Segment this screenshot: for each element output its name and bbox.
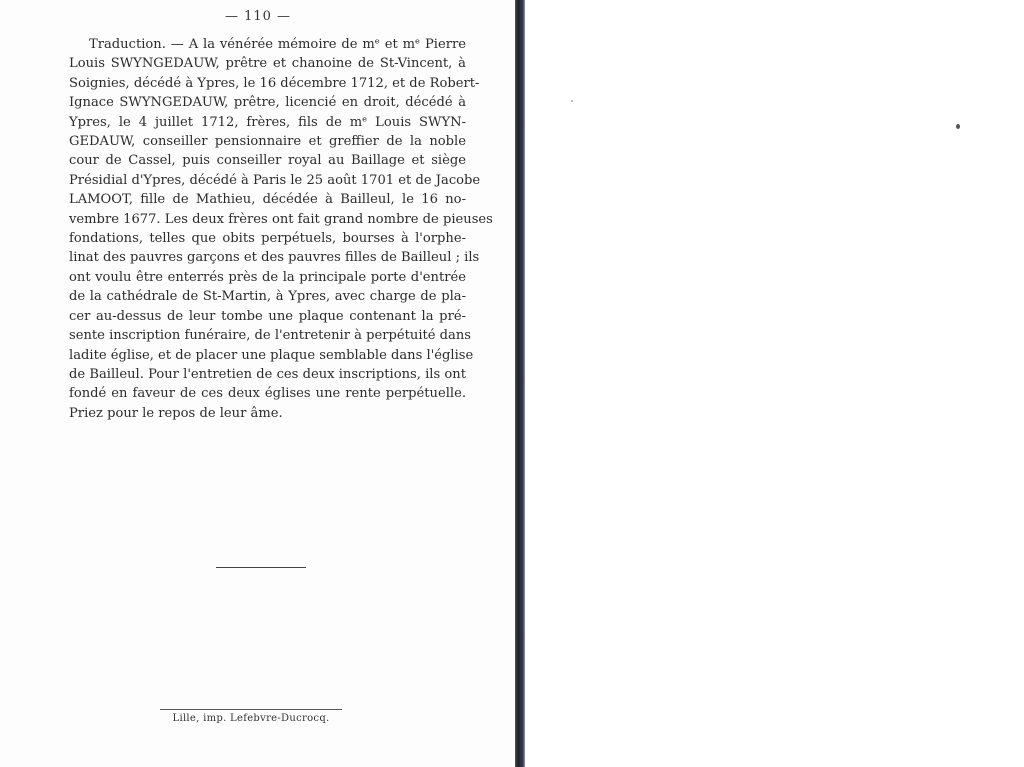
paper-speck <box>956 124 960 129</box>
end-rule <box>216 567 306 568</box>
text-line: Soignies, décédé à Ypres, le 16 décembre 1712, et de Robert- <box>69 75 480 91</box>
text-line: ladite église, et de placer une plaque semblable dans l'église <box>69 347 474 363</box>
text-line: linat des pauvres garçons et des pauvres filles de Bailleul ; ils <box>69 250 480 266</box>
imprint-rule <box>160 709 342 710</box>
text-line: fondé en faveur de ces deux églises une rente perpétuelle. <box>69 386 466 402</box>
text-line: cer au-dessus de leur tombe une plaque contenant la pré- <box>69 308 466 324</box>
page-number: — 110 — <box>224 9 292 24</box>
text-line: Ypres, le 4 juillet 1712, frères, fils de mᵉ Louis SWYN- <box>69 114 466 130</box>
text-line: GEDAUW, conseiller pensionnaire et greffier de la noble <box>69 134 466 150</box>
right-page-blank <box>525 0 1024 767</box>
text-line: Priez pour le repos de leur âme. <box>69 405 283 421</box>
text-line: vembre 1677. Les deux frères ont fait grand nombre de pieuses <box>69 211 493 227</box>
text-line: Louis SWYNGEDAUW, prêtre et chanoine de St-Vincent, à <box>69 56 466 72</box>
text-line: de la cathédrale de St-Martin, à Ypres, avec charge de pla- <box>69 289 466 305</box>
translation-paragraph <box>69 35 493 423</box>
text-line: de Bailleul. Pour l'entretien de ces deux inscriptions, ils ont <box>69 366 466 382</box>
text-line: sente inscription funéraire, de l'entretenir à perpétuité dans <box>69 328 472 344</box>
printer-imprint: Lille, imp. Lefebvre-Ducrocq. <box>172 713 330 724</box>
paper-speck <box>571 100 573 102</box>
text-line: Traduction. — A la vénérée mémoire de mᵉ et mᵉ Pierre <box>89 37 466 52</box>
text-line: ont voulu être enterrés près de la principale porte d'entrée <box>69 269 466 285</box>
text-line: Présidial d'Ypres, décédé à Paris le 25 août 1701 et de Jacobe <box>69 172 481 188</box>
text-line: Ignace SWYNGEDAUW, prêtre, licencié en droit, décédé à <box>69 95 466 111</box>
book-gutter <box>515 0 525 767</box>
text-line: fondations, telles que obits perpétuels, bourses à l'orphe- <box>69 231 466 247</box>
text-line: cour de Cassel, puis conseiller royal au Baillage et siège <box>69 153 466 169</box>
text-line: LAMOOT, fille de Mathieu, décédée à Bailleul, le 16 no- <box>69 192 466 208</box>
